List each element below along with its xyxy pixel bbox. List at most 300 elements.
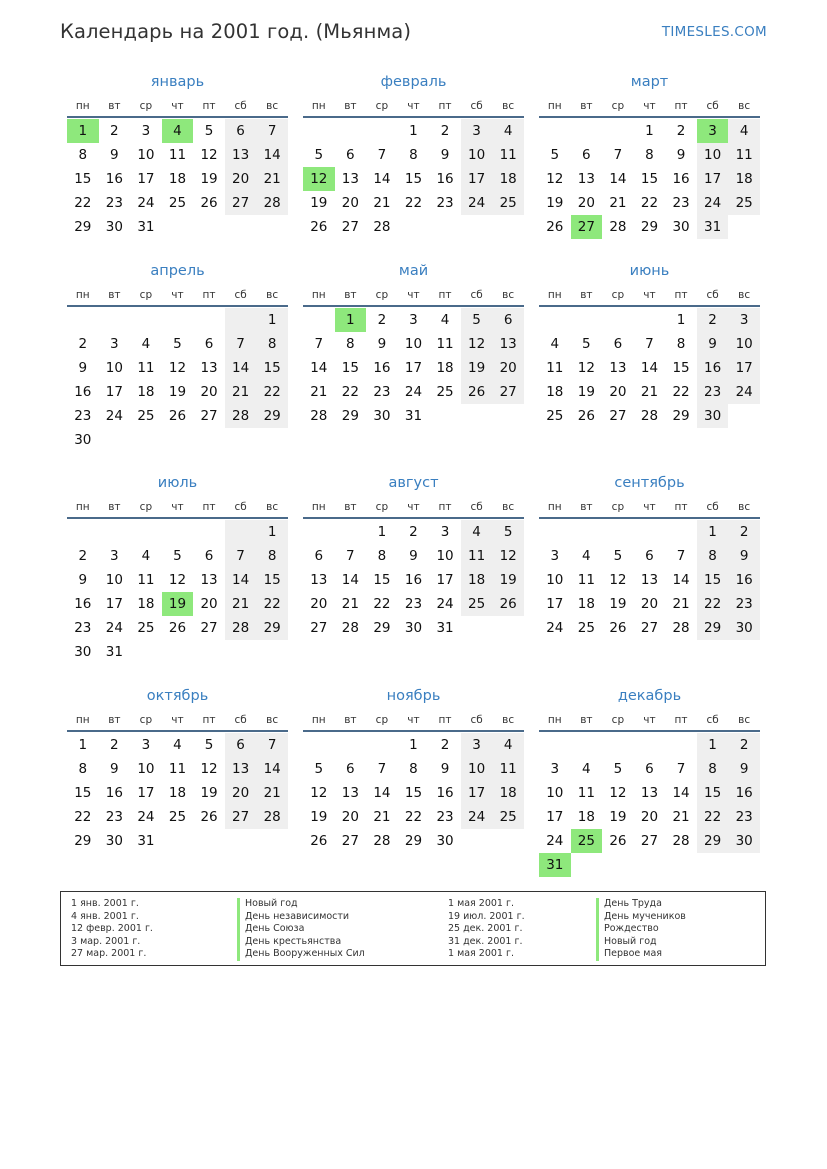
day-cell[interactable]: 19: [609, 596, 627, 612]
day-cell[interactable]: 2: [110, 123, 119, 139]
day-cell[interactable]: 14: [256, 757, 288, 781]
day-cell[interactable]: 30: [105, 833, 123, 849]
day-cell[interactable]: 13: [492, 332, 524, 356]
day-cell[interactable]: 3: [409, 312, 418, 328]
day-cell[interactable]: 8: [409, 147, 418, 163]
day-cell[interactable]: 25: [436, 384, 454, 400]
day-cell[interactable]: 31: [137, 219, 155, 235]
day-cell[interactable]: 20: [200, 384, 218, 400]
day-cell[interactable]: 19: [310, 809, 328, 825]
day-cell[interactable]: 1: [697, 520, 729, 544]
day-cell[interactable]: 12: [546, 171, 564, 187]
day-cell[interactable]: 3: [728, 308, 760, 332]
day-cell[interactable]: 4: [461, 520, 493, 544]
day-cell[interactable]: 10: [546, 572, 564, 588]
day-cell[interactable]: 17: [461, 781, 493, 805]
day-cell[interactable]: 2: [110, 737, 119, 753]
day-cell[interactable]: 16: [672, 171, 690, 187]
day-cell[interactable]: 16: [105, 785, 123, 801]
day-cell[interactable]: 4: [582, 761, 591, 777]
day-cell[interactable]: 20: [225, 781, 257, 805]
day-cell[interactable]: 7: [256, 119, 288, 143]
day-cell[interactable]: 11: [137, 572, 155, 588]
day-cell[interactable]: 6: [346, 761, 355, 777]
day-cell[interactable]: 12: [200, 147, 218, 163]
day-cell[interactable]: 28: [609, 219, 627, 235]
day-cell[interactable]: 9: [676, 147, 686, 163]
day-cell[interactable]: 20: [200, 596, 218, 612]
day-cell[interactable]: 4: [173, 737, 182, 753]
day-cell[interactable]: 27: [571, 215, 603, 239]
day-cell[interactable]: 27: [225, 191, 257, 215]
day-cell[interactable]: 1: [67, 119, 99, 143]
day-cell[interactable]: 26: [168, 620, 187, 636]
day-cell[interactable]: 8: [697, 757, 729, 781]
day-cell[interactable]: 3: [110, 548, 119, 564]
day-cell[interactable]: 3: [461, 119, 493, 143]
day-cell[interactable]: 22: [640, 195, 659, 211]
day-cell[interactable]: 25: [571, 829, 603, 853]
day-cell[interactable]: 31: [105, 644, 123, 660]
day-cell[interactable]: 6: [613, 336, 623, 352]
day-cell[interactable]: 27: [640, 833, 659, 849]
day-cell[interactable]: 8: [697, 544, 729, 568]
day-cell[interactable]: 16: [436, 171, 454, 187]
day-cell[interactable]: 23: [105, 195, 123, 211]
day-cell[interactable]: 23: [728, 805, 760, 829]
day-cell[interactable]: 7: [256, 733, 288, 757]
day-cell[interactable]: 23: [373, 384, 391, 400]
day-cell[interactable]: 17: [546, 596, 564, 612]
day-cell[interactable]: 1: [256, 520, 288, 544]
day-cell[interactable]: 14: [373, 171, 391, 187]
day-cell[interactable]: 11: [577, 572, 595, 588]
day-cell[interactable]: 10: [105, 572, 123, 588]
day-cell[interactable]: 17: [697, 167, 729, 191]
day-cell[interactable]: 10: [436, 548, 454, 564]
day-cell[interactable]: 4: [141, 548, 151, 564]
day-cell[interactable]: 21: [609, 195, 627, 211]
day-cell[interactable]: 26: [577, 408, 595, 424]
day-cell[interactable]: 24: [461, 805, 493, 829]
day-cell[interactable]: 10: [546, 785, 564, 801]
day-cell[interactable]: 18: [168, 785, 187, 801]
day-cell[interactable]: 31: [436, 620, 454, 636]
day-cell[interactable]: 30: [74, 432, 92, 448]
day-cell[interactable]: 13: [310, 572, 328, 588]
day-cell[interactable]: 19: [200, 785, 218, 801]
day-cell[interactable]: 3: [141, 737, 151, 753]
day-cell[interactable]: 22: [373, 596, 391, 612]
day-cell[interactable]: 20: [609, 384, 627, 400]
day-cell[interactable]: 29: [74, 833, 92, 849]
day-cell[interactable]: 24: [137, 809, 155, 825]
day-cell[interactable]: 10: [137, 761, 155, 777]
day-cell[interactable]: 25: [168, 195, 187, 211]
day-cell[interactable]: 9: [110, 761, 119, 777]
day-cell[interactable]: 28: [672, 833, 690, 849]
day-cell[interactable]: 19: [162, 592, 194, 616]
day-cell[interactable]: 23: [436, 195, 454, 211]
day-cell[interactable]: 21: [672, 596, 690, 612]
day-cell[interactable]: 29: [373, 620, 391, 636]
day-cell[interactable]: 23: [74, 620, 92, 636]
day-cell[interactable]: 30: [728, 829, 760, 853]
day-cell[interactable]: 11: [492, 143, 524, 167]
day-cell[interactable]: 15: [404, 171, 423, 187]
day-cell[interactable]: 29: [256, 616, 288, 640]
day-cell[interactable]: 9: [78, 360, 88, 376]
day-cell[interactable]: 7: [377, 761, 387, 777]
day-cell[interactable]: 20: [640, 596, 659, 612]
day-cell[interactable]: 16: [404, 572, 423, 588]
day-cell[interactable]: 12: [200, 761, 218, 777]
day-cell[interactable]: 17: [728, 356, 760, 380]
day-cell[interactable]: 1: [256, 308, 288, 332]
day-cell[interactable]: 10: [728, 332, 760, 356]
day-cell[interactable]: 12: [609, 785, 627, 801]
day-cell[interactable]: 19: [168, 384, 187, 400]
day-cell[interactable]: 15: [373, 572, 391, 588]
day-cell[interactable]: 14: [672, 785, 690, 801]
day-cell[interactable]: 29: [672, 408, 690, 424]
day-cell[interactable]: 16: [697, 356, 729, 380]
day-cell[interactable]: 19: [200, 171, 218, 187]
day-cell[interactable]: 9: [110, 147, 119, 163]
day-cell[interactable]: 28: [341, 620, 359, 636]
day-cell[interactable]: 7: [225, 332, 257, 356]
day-cell[interactable]: 13: [341, 785, 359, 801]
day-cell[interactable]: 25: [137, 620, 155, 636]
day-cell[interactable]: 6: [645, 761, 654, 777]
day-cell[interactable]: 15: [404, 785, 423, 801]
day-cell[interactable]: 25: [492, 805, 524, 829]
day-cell[interactable]: 6: [314, 548, 324, 564]
day-cell[interactable]: 28: [672, 620, 690, 636]
day-cell[interactable]: 28: [256, 191, 288, 215]
day-cell[interactable]: 3: [440, 524, 450, 540]
day-cell[interactable]: 25: [577, 620, 595, 636]
day-cell[interactable]: 8: [409, 761, 418, 777]
day-cell[interactable]: 2: [78, 336, 88, 352]
day-cell[interactable]: 25: [137, 408, 155, 424]
day-cell[interactable]: 13: [640, 572, 659, 588]
day-cell[interactable]: 13: [341, 171, 359, 187]
day-cell[interactable]: 19: [492, 568, 524, 592]
day-cell[interactable]: 9: [697, 332, 729, 356]
day-cell[interactable]: 21: [256, 167, 288, 191]
day-cell[interactable]: 28: [225, 616, 257, 640]
day-cell[interactable]: 31: [697, 215, 729, 239]
day-cell[interactable]: 18: [137, 384, 155, 400]
day-cell[interactable]: 27: [225, 805, 257, 829]
day-cell[interactable]: 24: [404, 384, 423, 400]
day-cell[interactable]: 21: [225, 592, 257, 616]
day-cell[interactable]: 18: [577, 809, 595, 825]
day-cell[interactable]: 24: [137, 195, 155, 211]
day-cell[interactable]: 10: [137, 147, 155, 163]
day-cell[interactable]: 22: [672, 384, 690, 400]
day-cell[interactable]: 5: [314, 147, 324, 163]
day-cell[interactable]: 15: [697, 781, 729, 805]
day-cell[interactable]: 2: [728, 520, 760, 544]
day-cell[interactable]: 18: [577, 596, 595, 612]
day-cell[interactable]: 26: [168, 408, 187, 424]
day-cell[interactable]: 8: [676, 336, 686, 352]
day-cell[interactable]: 5: [173, 336, 182, 352]
day-cell[interactable]: 23: [672, 195, 690, 211]
day-cell[interactable]: 3: [697, 119, 729, 143]
day-cell[interactable]: 8: [256, 332, 288, 356]
day-cell[interactable]: 18: [546, 384, 564, 400]
day-cell[interactable]: 7: [346, 548, 355, 564]
day-cell[interactable]: 11: [137, 360, 155, 376]
day-cell[interactable]: 21: [225, 380, 257, 404]
day-cell[interactable]: 22: [341, 384, 359, 400]
day-cell[interactable]: 4: [492, 733, 524, 757]
day-cell[interactable]: 18: [461, 568, 493, 592]
day-cell[interactable]: 6: [225, 119, 257, 143]
day-cell[interactable]: 9: [728, 757, 760, 781]
day-cell[interactable]: 7: [613, 147, 623, 163]
day-cell[interactable]: 20: [341, 195, 359, 211]
day-cell[interactable]: 11: [168, 761, 187, 777]
day-cell[interactable]: 1: [78, 737, 88, 753]
day-cell[interactable]: 30: [728, 616, 760, 640]
day-cell[interactable]: 5: [204, 123, 214, 139]
day-cell[interactable]: 7: [676, 761, 686, 777]
day-cell[interactable]: 21: [341, 596, 359, 612]
day-cell[interactable]: 15: [256, 356, 288, 380]
day-cell[interactable]: 25: [492, 191, 524, 215]
day-cell[interactable]: 18: [728, 167, 760, 191]
day-cell[interactable]: 12: [492, 544, 524, 568]
day-cell[interactable]: 12: [310, 785, 328, 801]
day-cell[interactable]: 24: [697, 191, 729, 215]
day-cell[interactable]: 12: [168, 360, 187, 376]
day-cell[interactable]: 4: [550, 336, 560, 352]
day-cell[interactable]: 5: [314, 761, 324, 777]
day-cell[interactable]: 6: [225, 733, 257, 757]
day-cell[interactable]: 7: [225, 544, 257, 568]
day-cell[interactable]: 16: [728, 781, 760, 805]
day-cell[interactable]: 19: [577, 384, 595, 400]
day-cell[interactable]: 25: [728, 191, 760, 215]
day-cell[interactable]: 5: [613, 548, 623, 564]
day-cell[interactable]: 4: [162, 119, 194, 143]
day-cell[interactable]: 12: [609, 572, 627, 588]
day-cell[interactable]: 13: [200, 572, 218, 588]
day-cell[interactable]: 6: [492, 308, 524, 332]
site-link[interactable]: TIMESLES.COM: [661, 24, 767, 40]
day-cell[interactable]: 2: [377, 312, 387, 328]
day-cell[interactable]: 18: [168, 171, 187, 187]
day-cell[interactable]: 17: [436, 572, 454, 588]
day-cell[interactable]: 13: [200, 360, 218, 376]
day-cell[interactable]: 12: [461, 332, 493, 356]
day-cell[interactable]: 8: [377, 548, 387, 564]
day-cell[interactable]: 20: [341, 809, 359, 825]
day-cell[interactable]: 18: [436, 360, 454, 376]
day-cell[interactable]: 24: [728, 380, 760, 404]
day-cell[interactable]: 2: [440, 123, 450, 139]
day-cell[interactable]: 5: [492, 520, 524, 544]
day-cell[interactable]: 21: [373, 809, 391, 825]
day-cell[interactable]: 5: [173, 548, 182, 564]
day-cell[interactable]: 6: [582, 147, 591, 163]
day-cell[interactable]: 22: [74, 809, 92, 825]
day-cell[interactable]: 22: [404, 809, 423, 825]
day-cell[interactable]: 25: [168, 809, 187, 825]
day-cell[interactable]: 8: [346, 336, 355, 352]
day-cell[interactable]: 17: [137, 171, 155, 187]
day-cell[interactable]: 17: [105, 596, 123, 612]
day-cell[interactable]: 28: [310, 408, 328, 424]
day-cell[interactable]: 3: [550, 548, 560, 564]
day-cell[interactable]: 1: [377, 524, 387, 540]
day-cell[interactable]: 1: [409, 737, 418, 753]
day-cell[interactable]: 4: [728, 119, 760, 143]
day-cell[interactable]: 17: [137, 785, 155, 801]
day-cell[interactable]: 26: [200, 195, 218, 211]
day-cell[interactable]: 17: [105, 384, 123, 400]
day-cell[interactable]: 27: [310, 620, 328, 636]
day-cell[interactable]: 9: [78, 572, 88, 588]
day-cell[interactable]: 4: [582, 548, 591, 564]
day-cell[interactable]: 22: [697, 805, 729, 829]
day-cell[interactable]: 29: [74, 219, 92, 235]
day-cell[interactable]: 14: [609, 171, 627, 187]
day-cell[interactable]: 9: [728, 544, 760, 568]
day-cell[interactable]: 1: [676, 312, 686, 328]
day-cell[interactable]: 29: [404, 833, 423, 849]
day-cell[interactable]: 3: [110, 336, 119, 352]
day-cell[interactable]: 24: [546, 833, 564, 849]
day-cell[interactable]: 12: [303, 167, 335, 191]
day-cell[interactable]: 19: [310, 195, 328, 211]
day-cell[interactable]: 27: [492, 380, 524, 404]
day-cell[interactable]: 1: [335, 308, 367, 332]
day-cell[interactable]: 31: [137, 833, 155, 849]
day-cell[interactable]: 30: [697, 404, 729, 428]
day-cell[interactable]: 19: [609, 809, 627, 825]
day-cell[interactable]: 8: [78, 761, 88, 777]
day-cell[interactable]: 25: [461, 592, 493, 616]
day-cell[interactable]: 16: [74, 596, 92, 612]
day-cell[interactable]: 28: [373, 219, 391, 235]
day-cell[interactable]: 24: [546, 620, 564, 636]
day-cell[interactable]: 15: [341, 360, 359, 376]
day-cell[interactable]: 28: [225, 404, 257, 428]
day-cell[interactable]: 22: [256, 592, 288, 616]
day-cell[interactable]: 23: [105, 809, 123, 825]
day-cell[interactable]: 19: [461, 356, 493, 380]
day-cell[interactable]: 8: [645, 147, 654, 163]
day-cell[interactable]: 29: [697, 616, 729, 640]
day-cell[interactable]: 7: [645, 336, 654, 352]
day-cell[interactable]: 15: [640, 171, 659, 187]
day-cell[interactable]: 20: [577, 195, 595, 211]
day-cell[interactable]: 20: [225, 167, 257, 191]
day-cell[interactable]: 21: [672, 809, 690, 825]
day-cell[interactable]: 27: [200, 408, 218, 424]
day-cell[interactable]: 10: [105, 360, 123, 376]
day-cell[interactable]: 7: [676, 548, 686, 564]
day-cell[interactable]: 16: [105, 171, 123, 187]
day-cell[interactable]: 8: [78, 147, 88, 163]
day-cell[interactable]: 11: [492, 757, 524, 781]
day-cell[interactable]: 21: [373, 195, 391, 211]
day-cell[interactable]: 26: [200, 809, 218, 825]
day-cell[interactable]: 1: [645, 123, 654, 139]
day-cell[interactable]: 2: [676, 123, 686, 139]
day-cell[interactable]: 14: [310, 360, 328, 376]
day-cell[interactable]: 5: [550, 147, 560, 163]
day-cell[interactable]: 14: [341, 572, 359, 588]
day-cell[interactable]: 22: [74, 195, 92, 211]
day-cell[interactable]: 9: [409, 548, 418, 564]
day-cell[interactable]: 30: [672, 219, 690, 235]
day-cell[interactable]: 29: [341, 408, 359, 424]
day-cell[interactable]: 27: [341, 833, 359, 849]
day-cell[interactable]: 12: [168, 572, 187, 588]
day-cell[interactable]: 21: [256, 781, 288, 805]
day-cell[interactable]: 17: [461, 167, 493, 191]
day-cell[interactable]: 6: [204, 336, 214, 352]
day-cell[interactable]: 24: [105, 620, 123, 636]
day-cell[interactable]: 3: [550, 761, 560, 777]
day-cell[interactable]: 15: [697, 568, 729, 592]
day-cell[interactable]: 14: [225, 568, 257, 592]
day-cell[interactable]: 23: [697, 380, 729, 404]
day-cell[interactable]: 7: [314, 336, 324, 352]
day-cell[interactable]: 21: [640, 384, 659, 400]
day-cell[interactable]: 14: [672, 572, 690, 588]
day-cell[interactable]: 26: [546, 219, 564, 235]
day-cell[interactable]: 29: [256, 404, 288, 428]
day-cell[interactable]: 6: [204, 548, 214, 564]
day-cell[interactable]: 1: [697, 733, 729, 757]
day-cell[interactable]: 15: [74, 785, 92, 801]
day-cell[interactable]: 29: [640, 219, 659, 235]
day-cell[interactable]: 2: [440, 737, 450, 753]
day-cell[interactable]: 26: [609, 620, 627, 636]
day-cell[interactable]: 10: [697, 143, 729, 167]
day-cell[interactable]: 21: [310, 384, 328, 400]
day-cell[interactable]: 16: [373, 360, 391, 376]
day-cell[interactable]: 18: [492, 167, 524, 191]
day-cell[interactable]: 30: [404, 620, 423, 636]
day-cell[interactable]: 13: [609, 360, 627, 376]
day-cell[interactable]: 2: [78, 548, 88, 564]
day-cell[interactable]: 31: [539, 853, 571, 877]
day-cell[interactable]: 2: [697, 308, 729, 332]
day-cell[interactable]: 27: [640, 620, 659, 636]
day-cell[interactable]: 19: [546, 195, 564, 211]
day-cell[interactable]: 20: [640, 809, 659, 825]
day-cell[interactable]: 3: [461, 733, 493, 757]
day-cell[interactable]: 22: [697, 592, 729, 616]
day-cell[interactable]: 16: [74, 384, 92, 400]
day-cell[interactable]: 23: [74, 408, 92, 424]
day-cell[interactable]: 30: [105, 219, 123, 235]
day-cell[interactable]: 20: [492, 356, 524, 380]
day-cell[interactable]: 20: [310, 596, 328, 612]
day-cell[interactable]: 10: [404, 336, 423, 352]
day-cell[interactable]: 14: [225, 356, 257, 380]
day-cell[interactable]: 30: [74, 644, 92, 660]
day-cell[interactable]: 22: [404, 195, 423, 211]
